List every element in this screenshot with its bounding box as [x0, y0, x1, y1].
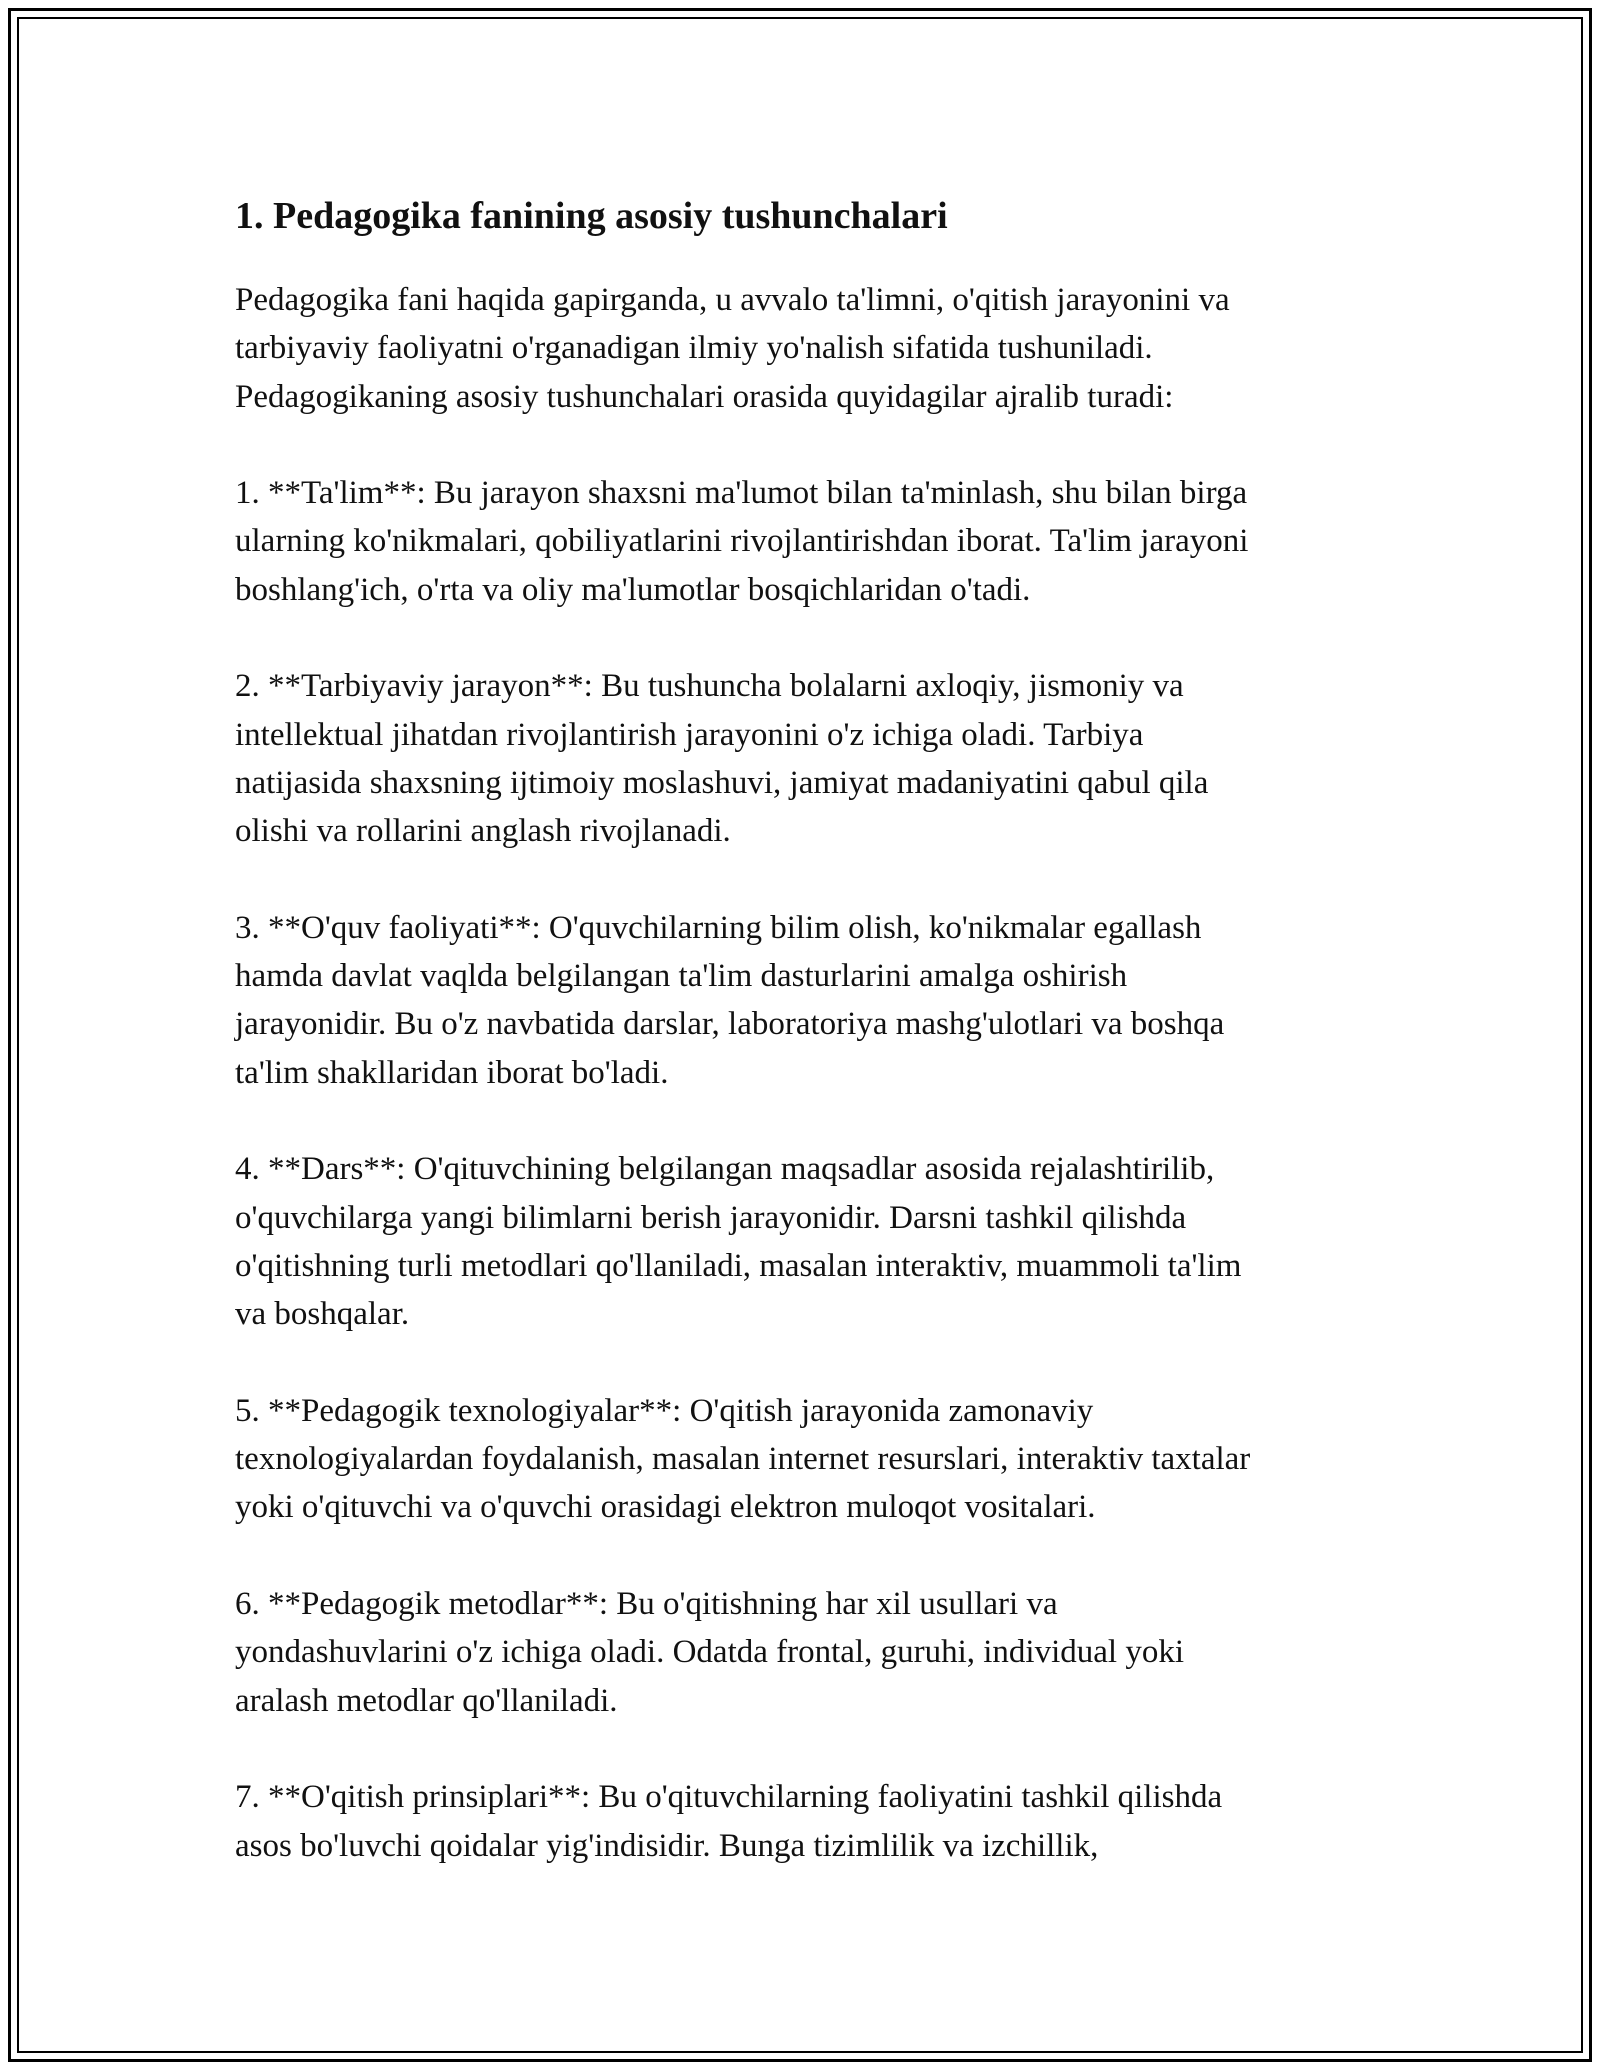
list-item-line: boshlang'ich, o'rta va oliy ma'lumotlar bosqichlaridan o'tadi.: [235, 571, 1031, 608]
list-item-line: va boshqalar.: [235, 1296, 410, 1333]
document-body: [235, 186, 1375, 1870]
list-item-pedagogik-metodlar: [235, 1580, 1375, 1725]
list-item-line: 2. **Tarbiyaviy jarayon**: Bu tushuncha bolalarni axloqiy, jismoniy va: [235, 668, 1184, 705]
list-item-line: 4. **Dars**: O'qituvchining belgilangan maqsadlar asosida rejalashtirilib,: [235, 1151, 1215, 1188]
intro-line: Pedagogikaning asosiy tushunchalari orasida quyidagilar ajralib turadi:: [235, 378, 1174, 415]
list-item-line: 5. **Pedagogik texnologiyalar**: O'qitish jarayonida zamonaviy: [235, 1392, 1094, 1429]
list-item-line: 1. **Ta'lim**: Bu jarayon shaxsni ma'lumot bilan ta'minlash, shu bilan birga: [235, 475, 1248, 512]
intro-line: Pedagogika fani haqida gapirganda, u avvalo ta'limni, o'qitish jarayonini va: [235, 282, 1230, 318]
list-item-oquv-faoliyati: [235, 904, 1375, 1097]
intro-line: tarbiyaviy faoliyatni o'rganadigan ilmiy yo'nalish sifatida tushuniladi.: [235, 330, 1153, 367]
list-item-line: 6. **Pedagogik metodlar**: Bu o'qitishning har xil usullari va: [235, 1586, 1058, 1623]
list-item-pedagogik-texnologiyalar: [235, 1387, 1375, 1532]
list-item-line: 7. **O'qitish prinsiplari**: Bu o'qituvchilarning faoliyatini tashkil qilishda: [235, 1779, 1223, 1816]
list-item-line: ta'lim shakllaridan iborat bo'ladi.: [235, 1054, 669, 1091]
list-item-talim: [235, 469, 1375, 614]
list-item-line: hamda davlat vaqlda belgilangan ta'lim dasturlarini amalga oshirish: [235, 958, 1128, 995]
list-item-dars: [235, 1145, 1375, 1338]
list-item-oqitish-prinsiplari: [235, 1773, 1375, 1870]
list-item-line: ularning ko'nikmalari, qobiliyatlarini rivojlantirishdan iborat. Ta'lim jarayoni: [235, 523, 1249, 560]
list-item-line: yoki o'qituvchi va o'quvchi orasidagi elektron muloqot vositalari.: [235, 1489, 1096, 1526]
list-item-line: olishi va rollarini anglash rivojlanadi.: [235, 813, 731, 850]
list-item-line: natijasida shaxsning ijtimoiy moslashuvi, jamiyat madaniyatini qabul qila: [235, 764, 1209, 801]
list-item-line: yondashuvlarini o'z ichiga oladi. Odatda frontal, guruhi, individual yoki: [235, 1634, 1184, 1671]
list-item-line: intellektual jihatdan rivojlantirish jarayonini o'z ichiga oladi. Tarbiya: [235, 716, 1144, 753]
list-item-line: o'qitishning turli metodlari qo'llaniladi, masalan interaktiv, muammoli ta'lim: [235, 1247, 1242, 1284]
list-item-line: asos bo'luvchi qoidalar yig'indisidir. Bunga tizimlilik va izchillik,: [235, 1827, 1099, 1864]
list-item-tarbiyaviy-jarayon: [235, 662, 1375, 855]
list-item-line: o'quvchilarga yangi bilimlarni berish jarayonidir. Darsni tashkil qilishda: [235, 1199, 1187, 1236]
list-item-line: jarayonidir. Bu o'z navbatida darslar, laboratoriya mashg'ulotlari va boshqa: [235, 1006, 1225, 1043]
page-title: 1. Pedagogika fanining asosiy tushunchalari: [235, 195, 948, 237]
list-item-line: texnologiyalardan foydalanish, masalan internet resurslari, interaktiv taxtalar: [235, 1441, 1251, 1478]
list-item-line: aralash metodlar qo'llaniladi.: [235, 1682, 618, 1719]
list-item-line: 3. **O'quv faoliyati**: O'quvchilarning bilim olish, ko'nikmalar egallash: [235, 909, 1202, 946]
intro-paragraph: [235, 276, 1375, 421]
